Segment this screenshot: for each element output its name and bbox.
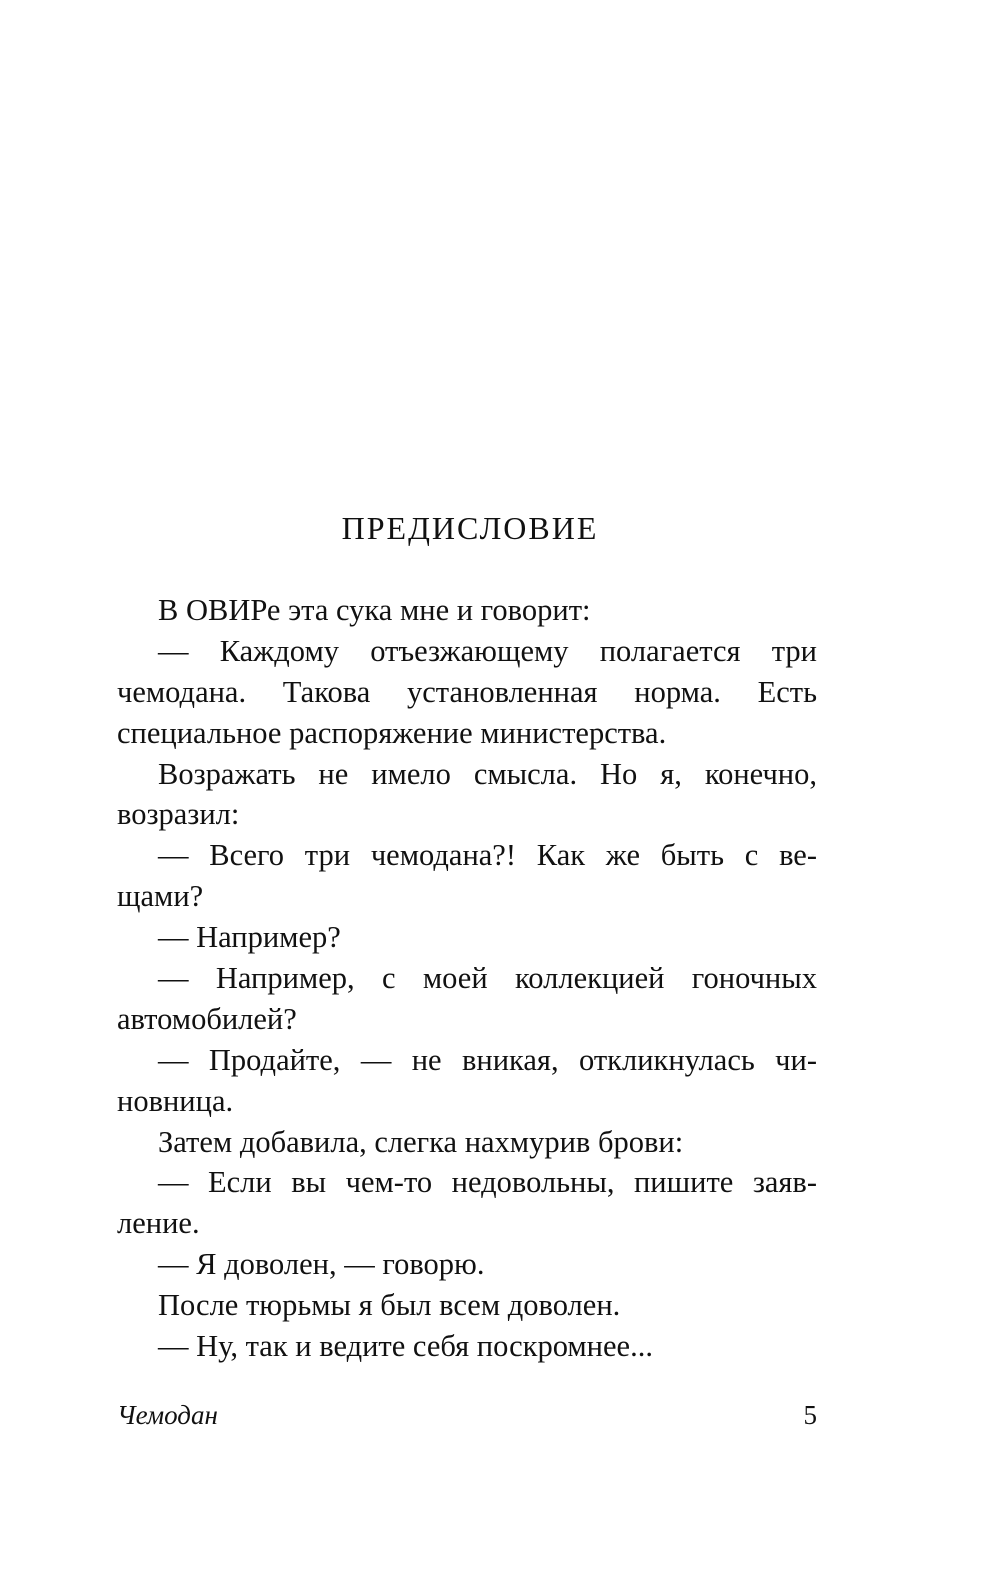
text-line: специальное распоряжение министерства. (117, 715, 667, 750)
page-number: 5 (803, 1400, 817, 1430)
text-line: возразил: (117, 797, 240, 832)
text-line: — Каждому отъезжающему полагается три (158, 633, 817, 668)
text-line: В ОВИРе эта сука мне и говорит: (158, 593, 591, 627)
text-line: Возражать не имело смысла. Но я, конечно, (158, 756, 817, 791)
body-text (117, 590, 817, 1367)
text-line: — Продайте, — не вникая, откликнулась чи- (158, 1042, 817, 1077)
text-line: — Если вы чем-то недовольны, пишите заяв- (158, 1165, 817, 1200)
chapter-heading: ПРЕДИСЛОВИЕ (341, 510, 599, 546)
text-line: щами? (117, 879, 204, 914)
text-line: ление. (117, 1206, 200, 1241)
text-line: чемодана. Такова установленная норма. Есть (117, 674, 817, 709)
text-line: автомобилей? (117, 1001, 297, 1036)
text-line: — Я доволен, — говорю. (158, 1247, 485, 1282)
running-footer-title: Чемодан (117, 1400, 218, 1430)
text-line: — Например? (158, 920, 341, 955)
text-line: Затем добавила, слегка нахмурив брови: (158, 1124, 684, 1159)
text-line: — Например, с моей коллекцией гоночных (158, 961, 817, 996)
text-line: После тюрьмы я был всем доволен. (158, 1288, 621, 1323)
text-line: — Всего три чемодана?! Как же быть с ве- (158, 838, 817, 873)
text-line: новница. (117, 1083, 234, 1118)
text-line: — Ну, так и ведите себя поскромнее... (158, 1329, 653, 1364)
